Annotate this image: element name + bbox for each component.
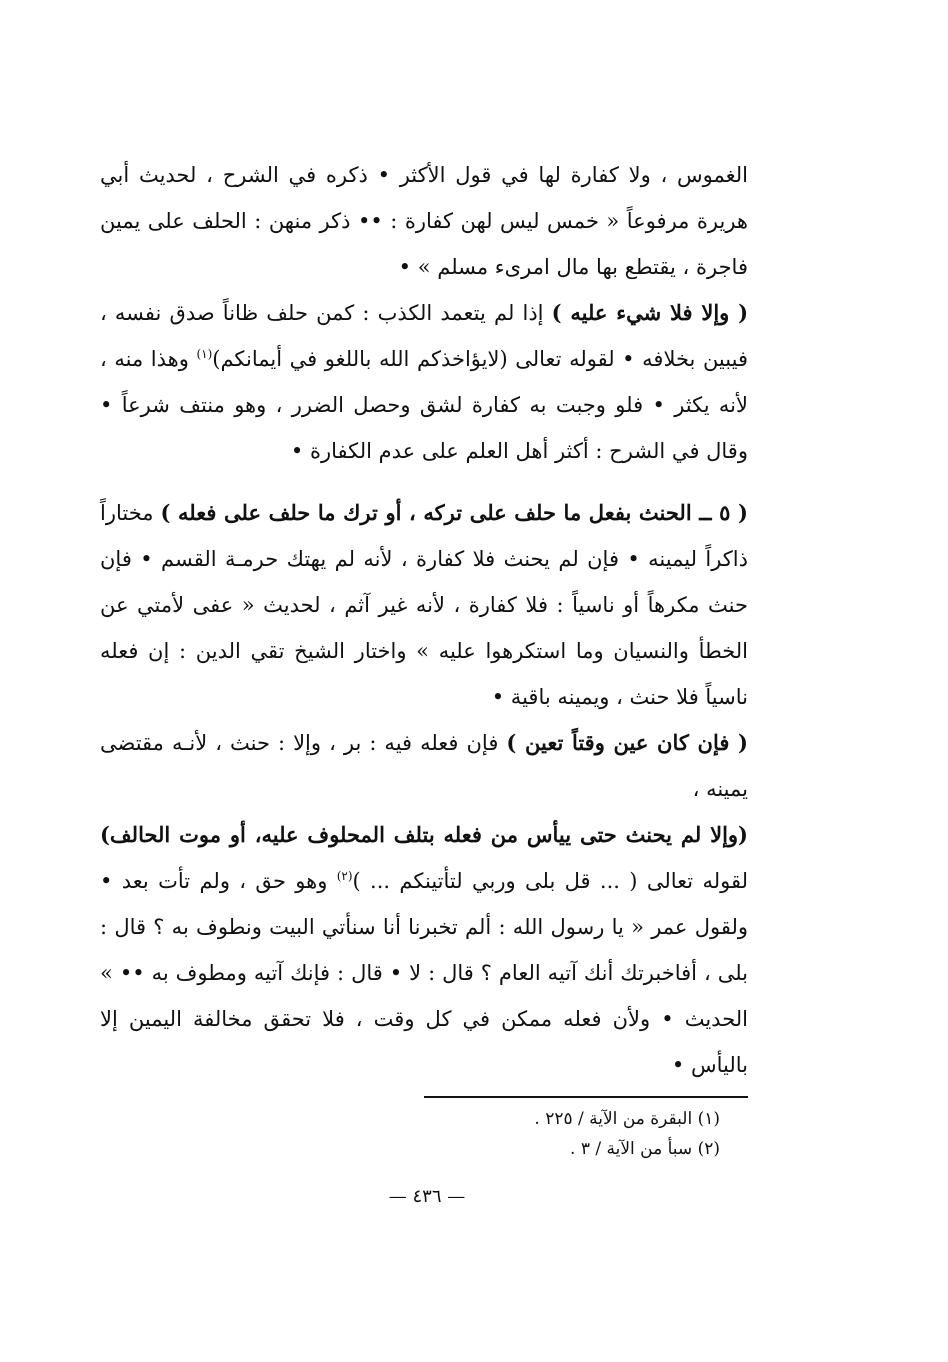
paragraph-5-text-a: لقوله تعالى ( ... قل بلى وربي لتأتينكم ... ): [352, 869, 748, 893]
paragraph-2-text-b: وهذا منه ، لأنه يكثر • فلو وجبت به كفارة لشق وحصل الضرر ، وهو منتف شرعاً • وقال في الشرح : أكثر أهل العلم على عدم الكفارة •: [100, 347, 748, 463]
paragraph-2-heading: ( وإلا فلا شيء عليه ): [551, 300, 749, 325]
paragraph-4-heading: ( فإن كان عين وقتاً تعين ): [506, 730, 748, 755]
paragraph-3: [100, 490, 748, 720]
paragraph-5-text-b: وهو حق ، ولم تأت بعد • ولقول عمر « يا رسول الله : ألم تخبرنا أنا سنأتي البيت ونطوف به ؟ قال : بلى ، أفاخبرتك أنك آتيه العام ؟ قال : لا • قال : فإنك آتيه ومطوف به •• » الحديث • ولأن فعله ممكن في كل وقت ، فلا تحقق مخالفة اليمين إلا باليأس •: [100, 869, 748, 1077]
footnotes: [424, 1104, 720, 1164]
paragraph-5: [100, 812, 748, 1088]
footnote-1: (١) البقرة من الآية / ٢٢٥ .: [534, 1109, 720, 1129]
paragraph-2-text-a: إذا لم يتعمد الكذب : كمن حلف ظاناً صدق نفسه ، فيبين بخلافه • لقوله تعالى (لايؤاخذكم الله باللغو في أيمانكم): [100, 301, 748, 371]
paragraph-2: [100, 290, 748, 474]
paragraph-4: [100, 720, 748, 812]
paragraph-4-text: فإن فعله فيه : بر ، وإلا : حنث ، لأنـه مقتضى يمينه ،: [100, 731, 748, 801]
footnote-divider: [424, 1096, 748, 1098]
page-number: — ٤٣٦ —: [388, 1186, 466, 1207]
paragraph-5-heading: (وإلا لم يحنث حتى ييأس من فعله بتلف المحلوف عليه، أو موت الحالف): [100, 822, 748, 847]
paragraph-1: [100, 152, 748, 290]
footnote-ref-2: (٢): [336, 869, 353, 883]
footnote-ref-1: (١): [196, 347, 213, 361]
paragraph-3-text: مختاراً ذاكراً ليمينه • فإن لم يحنث فلا كفارة ، لأنه لم يهتك حرمـة القسم • فإن حنث مكرهاً أو ناسياً : فلا كفارة ، لأنه غير آثم ، لحديث « عفى لأمتي عن الخطأ والنسيان وما استكرهوا عليه » واختار الشيخ تقي الدين : إن فعله ناسياً فلا حنث ، ويمينه باقية •: [100, 501, 748, 709]
footnote-2: (٢) سبأ من الآية / ٣ .: [570, 1139, 720, 1159]
paragraph-3-heading: ( ٥ ــ الحنث بفعل ما حلف على تركه ، أو ترك ما حلف على فعله ): [160, 500, 748, 525]
paragraph-1-text: الغموس ، ولا كفارة لها في قول الأكثر • ذكره في الشرح ، لحديث أبي هريرة مرفوعاً « خمس ليس لهن كفارة : •• ذكر منهن : الحلف على يمين فاجرة ، يقتطع بها مال امرىء مسلم » •: [100, 163, 748, 279]
